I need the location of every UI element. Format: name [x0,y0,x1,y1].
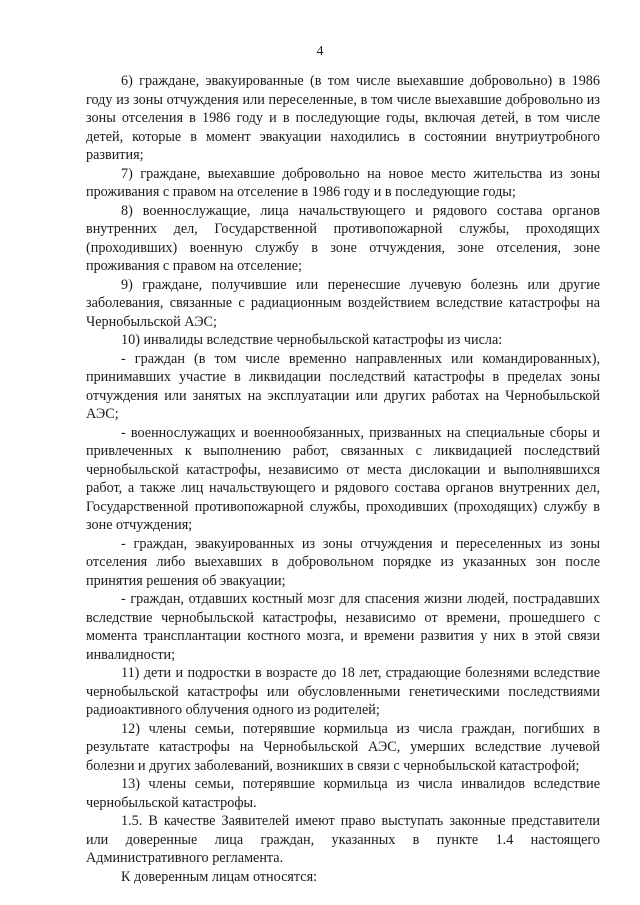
paragraph-item-7: 7) граждане, выехавшие добровольно на новое место жительства из зоны проживания с правом на отселение в 1986 году и в последующие годы; [86,165,600,200]
paragraph-trusted-persons: К доверенным лицам относятся: [121,868,318,885]
paragraph-item-13: 13) члены семьи, потерявшие кормильца из числа инвалидов вследствие чернобыльской катастрофы. [86,776,600,811]
paragraph-subitem-1: - граждан (в том числе временно направленных или командированных), принимавших участие в ликвидации последствий катастрофы в пределах зоны отчуждения или занятых на эксплуатации или других работах на Чернобыльской АЭС; [86,350,600,422]
paragraph-item-9: 9) граждане, получившие или перенесшие лучевую болезнь или другие заболевания, связанные с радиационным воздействием вследствие катастрофы на Чернобыльской АЭС; [86,276,600,330]
page-number: 4 [316,44,324,59]
paragraph-item-8: 8) военнослужащие, лица начальствующего и рядового состава органов внутренних дел, Государственной противопожарной службы, проходящих (проходивших) военную службу в зоне отчуждения, зоне отселения, зоне проживания с правом на отселение; [86,202,600,274]
paragraph-subitem-3: - граждан, эвакуированных из зоны отчуждения и переселенных из зоны отселения либо выехавших в добровольном порядке из указанных зон после принятия решения об эвакуации; [86,535,600,589]
paragraph-subitem-2: - военнослужащих и военнообязанных, призванных на специальные сборы и привлеченных к выполнению работ, связанных с ликвидацией последствий чернобыльской катастрофы, независимо от места дислокации и выполнявшихся работ, а также лиц начальствующего и рядового состава органов внутренних дел, Государственной противопожарной службы, проходивших (проходящих) службу в зоне отчуждения; [86,424,600,533]
paragraph-item-6: 6) граждане, эвакуированные (в том числе выехавшие добровольно) в 1986 году из зоны отчуждения или переселенные, в том числе выехавшие добровольно из зоны отселения в 1986 году и в последующие годы, включая детей, в том числе детей, которые в момент эвакуации находились в состоянии внутриутробного развития; [86,73,600,163]
paragraph-item-12: 12) члены семьи, потерявшие кормильца из числа граждан, погибших в результате катастрофы на Чернобыльской АЭС, умерших вследствие лучевой болезни и других заболеваний, возникших в связи с чернобыльской катастрофой; [86,720,600,774]
paragraph-item-11: 11) дети и подростки в возрасте до 18 лет, страдающие болезнями вследствие чернобыльской катастрофы или обусловленными генетическими последствиями радиоактивного облучения одного из родителей; [86,665,600,718]
paragraph-section-1-5: 1.5. В качестве Заявителей имеют право выступать законные представители или доверенные лица граждан, указанных в пункте 1.4 настоящего Административного регламента. [86,813,600,866]
document-body [86,72,600,886]
paragraph-item-10: 10) инвалиды вследствие чернобыльской катастрофы из числа: [121,332,503,348]
paragraph-subitem-4: - граждан, отдавших костный мозг для спасения жизни людей, пострадавших вследствие чернобыльской катастрофы, независимо от времени, прошедшего с момента трансплантации костного мозга, и времени развития у них в этой связи инвалидности; [86,591,600,663]
